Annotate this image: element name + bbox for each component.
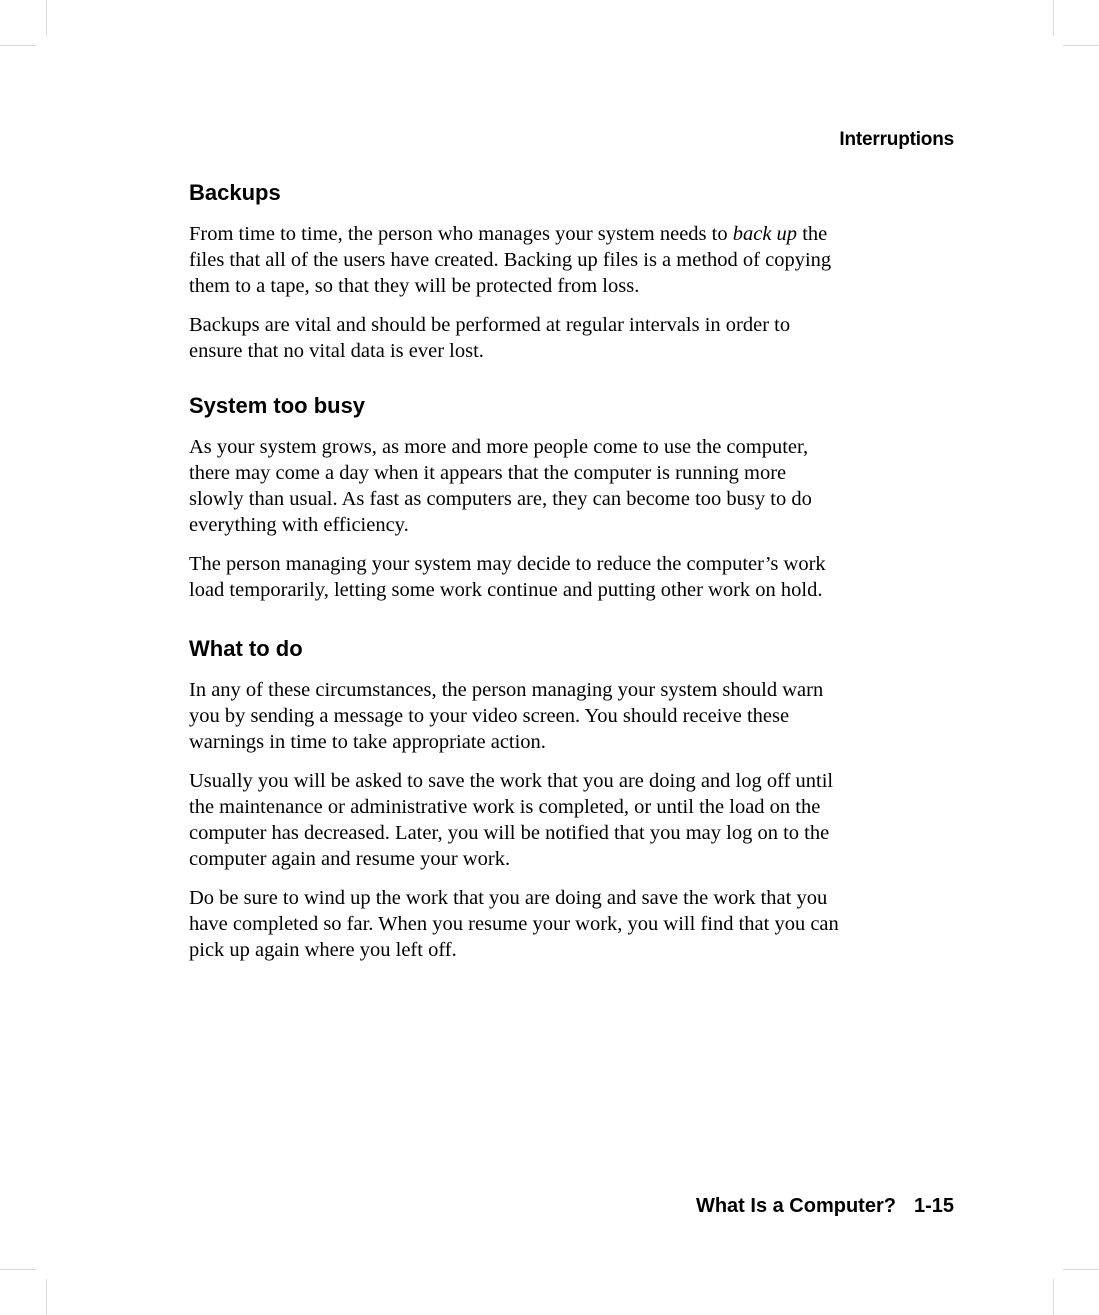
paragraph-line: computer again and resume your work. [189,848,511,870]
paragraph [189,768,959,872]
paragraph-line: you by sending a message to your video screen. You should receive these [189,705,790,727]
footer-chapter-title: What Is a Computer? [695,1195,896,1217]
paragraph-line: ensure that no vital data is ever lost. [189,340,484,362]
paragraph-line: the maintenance or administrative work is completed, or until the load on the [189,796,821,818]
crop-mark [0,1269,36,1270]
footer-page-number: 1-15 [913,1195,954,1217]
paragraph-line: there may come a day when it appears that the computer is running more [189,462,787,484]
section-heading-system-too-busy: System too busy [189,393,366,418]
paragraph-line: files that all of the users have created. Backing up files is a method of copying [189,249,832,271]
paragraph-line: Backups are vital and should be performed at regular intervals in order to [189,314,791,336]
section-heading-backups: Backups [189,180,281,205]
page-footer [696,1195,954,1218]
emphasis-term: back up [732,223,798,245]
crop-mark [1063,45,1099,46]
paragraph-line: have completed so far. When you resume your work, you will find that you can [189,913,839,935]
paragraph-line: The person managing your system may decide to reduce the computer’s work [189,553,826,575]
paragraph [189,312,959,364]
paragraph-line: Usually you will be asked to save the work that you are doing and log off until [189,770,834,792]
paragraph-line: As your system grows, as more and more people come to use the computer, [189,436,809,458]
paragraph-line: them to a tape, so that they will be protected from loss. [189,275,640,297]
paragraph [189,221,959,299]
paragraph-line: Do be sure to wind up the work that you are doing and save the work that you [189,887,828,909]
paragraph-line: warnings in time to take appropriate action. [189,731,546,753]
crop-mark [1053,0,1054,36]
paragraph [189,434,959,538]
crop-mark [46,1279,47,1315]
crop-mark [1053,1279,1054,1315]
paragraph-line: pick up again where you left off. [189,939,457,961]
paragraph-line: slowly than usual. As fast as computers are, they can become too busy to do [189,488,812,510]
paragraph-line: From time to time, the person who manages your system needs to back up the [189,223,828,245]
paragraph-line: load temporarily, letting some work continue and putting other work on hold. [189,579,823,601]
crop-mark [0,45,36,46]
paragraph-line: everything with efficiency. [189,514,409,536]
paragraph [189,885,959,963]
section-heading-what-to-do: What to do [189,636,303,661]
paragraph-line: In any of these circumstances, the person managing your system should warn [189,679,824,701]
crop-mark [1063,1269,1099,1270]
paragraph [189,677,959,755]
paragraph-line: computer has decreased. Later, you will be notified that you may log on to the [189,822,830,844]
running-head: Interruptions [839,129,954,150]
paragraph [189,551,959,603]
crop-mark [46,0,47,36]
